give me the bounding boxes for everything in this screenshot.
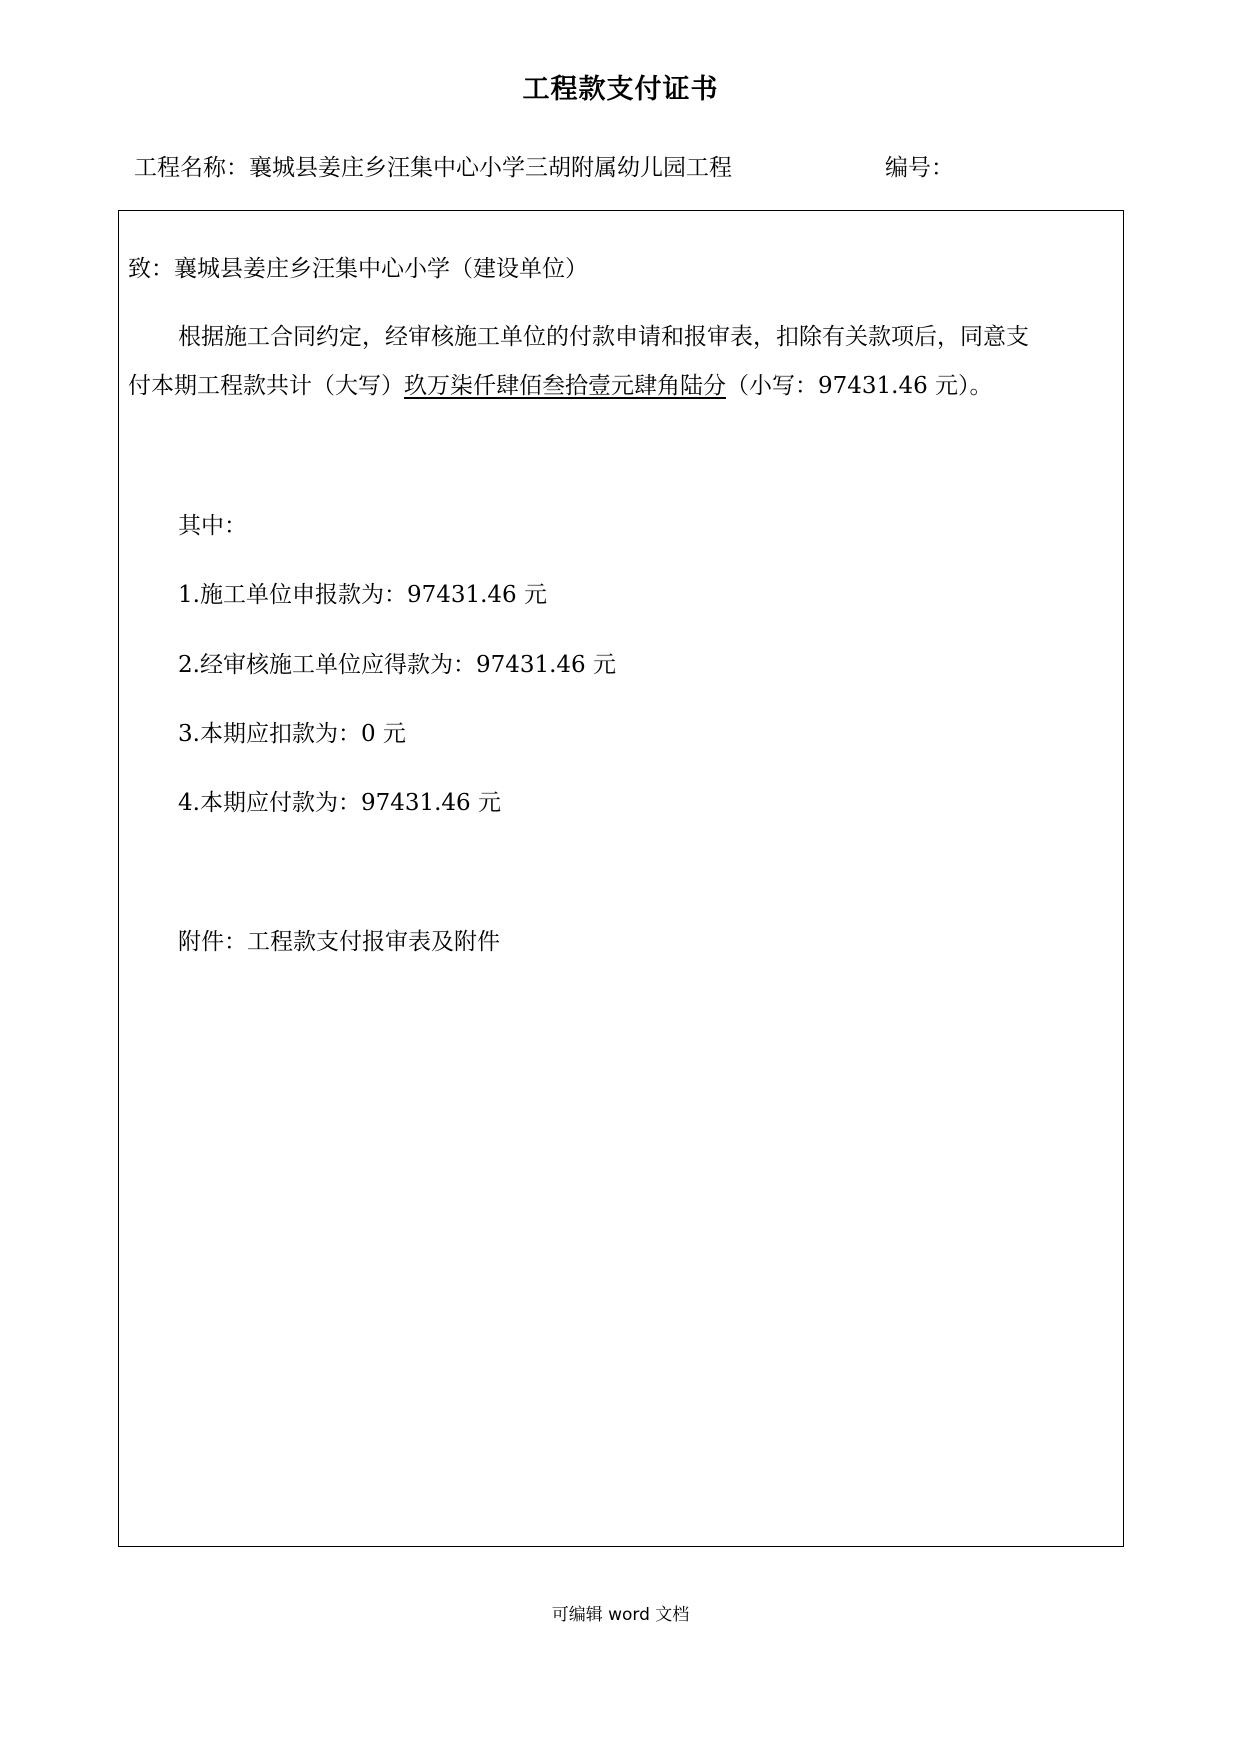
project-name-label: 工程名称： xyxy=(134,155,249,181)
document-title: 工程款支付证书 xyxy=(522,74,719,105)
paragraph-line-1: 根据施工合同约定，经审核施工单位的付款申请和报审表，扣除有关款项后，同意支 xyxy=(178,324,1029,350)
breakdown-item-1: 1.施工单位申报款为：97431.46 元 xyxy=(178,582,547,608)
attachment-line: 附件：工程款支付报审表及附件 xyxy=(178,929,500,955)
addressee-line: 致：襄城县姜庄乡汪集中心小学（建设单位） xyxy=(128,256,588,282)
breakdown-heading: 其中： xyxy=(178,513,247,539)
footer-note: 可编辑 word 文档 xyxy=(551,1605,690,1625)
paragraph-line-2-prefix: 付本期工程款共计（大写） xyxy=(128,373,404,399)
paragraph-line-2 xyxy=(128,369,993,403)
breakdown-item-3: 3.本期应扣款为：0 元 xyxy=(178,721,406,747)
document-number-label: 编号： xyxy=(885,155,954,181)
breakdown-item-4: 4.本期应付款为：97431.46 元 xyxy=(178,790,501,816)
project-name-line xyxy=(134,151,1134,185)
paragraph-line-2-suffix: （小写：97431.46 元）。 xyxy=(726,373,993,399)
project-name-value: 襄城县姜庄乡汪集中心小学三胡附属幼儿园工程 xyxy=(249,155,732,181)
breakdown-item-2: 2.经审核施工单位应得款为：97431.46 元 xyxy=(178,652,616,678)
certificate-frame xyxy=(118,210,1124,1547)
amount-in-words: 玖万柒仟肆佰叁拾壹元肆角陆分 xyxy=(404,373,726,399)
